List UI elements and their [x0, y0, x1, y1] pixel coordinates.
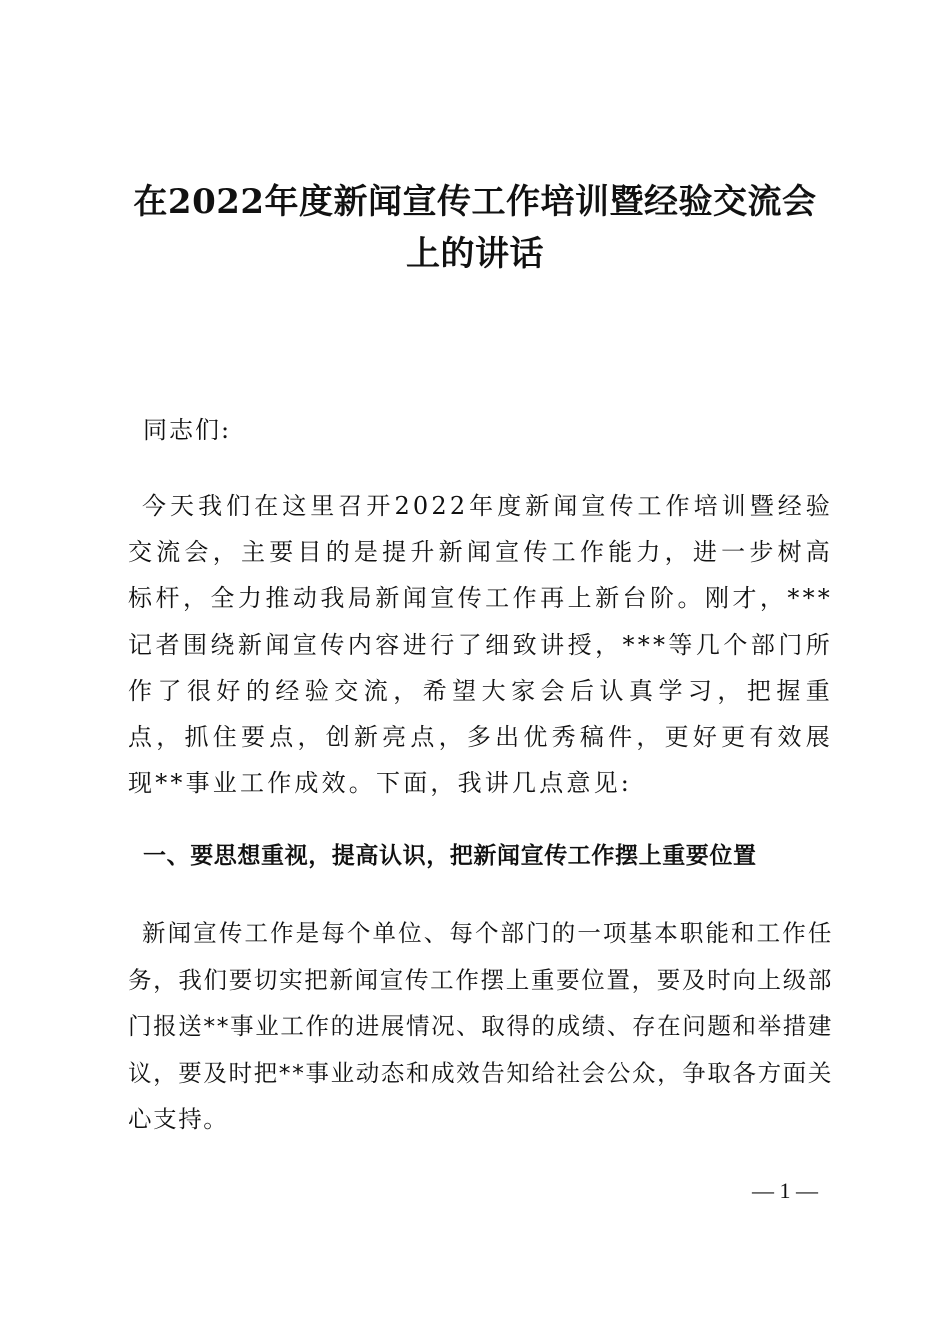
- body-paragraph-1: 今天我们在这里召开2022年度新闻宣传工作培训暨经验交流会，主要目的是提升新闻宣传工作能力，进一步树高标杆，全力推动我局新闻宣传工作再上新台阶。刚才，***记者围绕新闻宣传内容进行了细致讲授，***等几个部门所作了很好的经验交流，希望大家会后认真学习，把握重点，抓住要点，创新亮点，多出优秀稿件，更好更有效展现**事业工作成效。下面，我讲几点意见:: [128, 492, 833, 798]
- document-title: [110, 176, 840, 280]
- title-line-1: 在2022年度新闻宣传工作培训暨经验交流会: [133, 182, 817, 222]
- title-line-2: 上的讲话: [406, 234, 544, 274]
- section-heading-1: 一、要思想重视，提高认识，把新闻宣传工作摆上重要位置: [143, 843, 757, 869]
- greeting: 同志们:: [143, 416, 232, 444]
- page-number: — 1 —: [752, 1178, 818, 1203]
- body-paragraph-2: 新闻宣传工作是每个单位、每个部门的一项基本职能和工作任务，我们要切实把新闻宣传工作摆上重要位置，要及时向上级部门报送**事业工作的进展情况、取得的成绩、存在问题和举措建议，要及时把**事业动态和成效告知给社会公众，争取各方面关心支持。: [128, 919, 833, 1133]
